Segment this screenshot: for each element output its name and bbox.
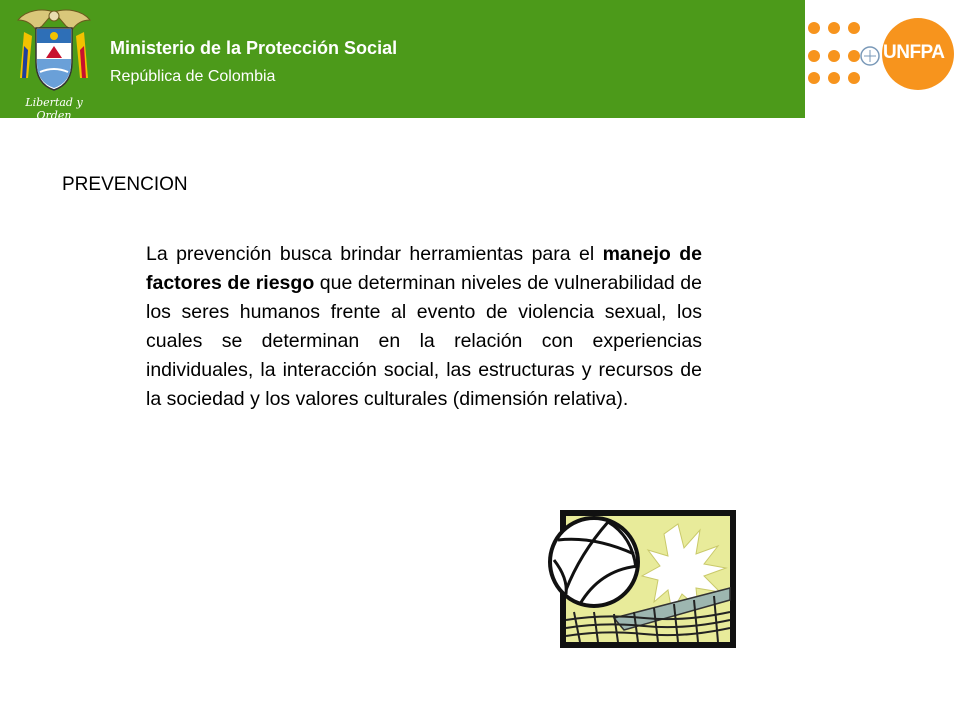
unfpa-logo: [806, 16, 956, 92]
unfpa-wordmark: UNFPA: [883, 42, 945, 63]
coat-of-arms-icon: [12, 6, 96, 98]
country-name: República de Colombia: [110, 68, 276, 85]
paragraph-emphasis: manejo de factores de riesgo: [146, 243, 702, 294]
ministry-name: Ministerio de la Protección Social: [110, 38, 398, 58]
coat-of-arms-logo: [12, 6, 96, 122]
slide-title: PREVENCION: [62, 174, 188, 195]
paragraph-intro: La prevención busca brindar herramientas para el: [146, 243, 603, 265]
volleyball-net-icon: [544, 508, 738, 650]
slide-paragraph: [146, 240, 702, 414]
paragraph-rest: que determinan niveles de vulnerabilidad de los seres humanos frente al evento de violencia sexual, los cuales se determinan en la relación con experiencias individuales, la interacción social, las estructuras y recursos de la sociedad y los valores culturales (dimensión relativa).: [146, 272, 702, 410]
header-banner: [0, 0, 805, 122]
coat-of-arms-motto: Libertad y Orden: [25, 96, 83, 122]
